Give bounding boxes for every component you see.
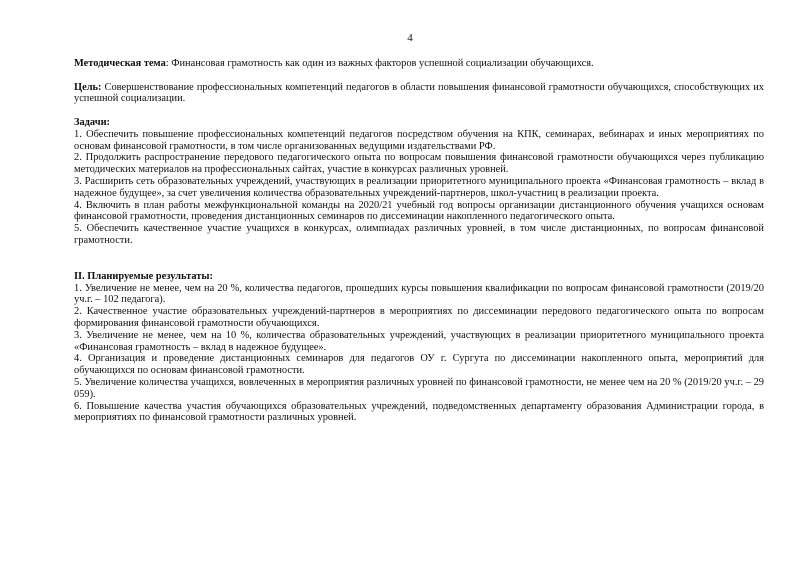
page-number: 4 <box>407 32 413 44</box>
tasks-heading-text: Задачи: <box>74 116 111 128</box>
results-heading <box>74 271 764 283</box>
result-item: 5. Увеличение количества учащихся, вовлеченных в мероприятия различных уровней по финансовой грамотности, не менее чем на 20 % (2019/20 уч.г. – 29 059). <box>74 376 764 400</box>
task-item: 3. Расширить сеть образовательных учреждений, участвующих в реализации приоритетного муниципального проекта «Финансовая грамотность – вклад в надежное будущее», за счет увеличения количества образовательных учреждений-партнеров, школ-участниц в реализации проекта. <box>74 175 764 199</box>
result-item: 1. Увеличение не менее, чем на 20 %, количества педагогов, прошедших курсы повышения квалификации по вопросам финансовой грамотности (2019/20 уч.г. – 102 педагога). <box>74 282 764 306</box>
result-item: 3. Увеличение не менее, чем на 10 %, количества образовательных учреждений, участвующих в реализации приоритетного муниципального проекта «Финансовая грамотность – вклад в надежное будущее». <box>74 329 764 353</box>
task-item: 4. Включить в план работы межфункциональной команды на 2020/21 учебный год вопросы организации дистанционного обучения учащихся основам финансовой грамотности, проведения дистанционных семинаров по диссеминации накопленного педагогического опыта. <box>74 199 764 223</box>
task-item: 2. Продолжить распространение передового педагогического опыта по вопросам повышения финансовой грамотности обучающихся через публикацию методических материалов на профессиональных сайтах, участие в конкурсах различных уровней. <box>74 152 764 176</box>
result-item: 4. Организация и проведение дистанционных семинаров для педагогов ОУ г. Сургута по диссеминации накопленного опыта, мероприятий для обучающихся по основам финансовой грамотности. <box>74 353 764 377</box>
goal <box>74 82 764 106</box>
goal-text: Совершенствование профессиональных компетенций педагогов в области повышения финансовой грамотности обучающихся, способствующих их успешной социализации. <box>74 81 764 105</box>
results-heading-text: II. Планируемые результаты: <box>74 270 213 282</box>
result-item: 2. Качественное участие образовательных учреждений-партнеров в мероприятиях по диссеминации передового педагогического опыта по вопросам формирования финансовой грамотности обучающихся. <box>74 306 764 329</box>
result-item: 6. Повышение качества участия обучающихся образовательных учреждений, подведомственных департаменту образования Администрации города, в мероприятиях по финансовой грамотности различных уровней. <box>74 400 764 424</box>
task-item: 5. Обеспечить качественное участие учащихся в конкурсах, олимпиадах различных уровней, в том числе дистанционных, по вопросам финансовой грамотности. <box>74 223 764 246</box>
theme-label: Методическая тема <box>74 58 166 69</box>
theme-text: : Финансовая грамотность как один из важных факторов успешной социализации обучающихся. <box>165 58 594 69</box>
document-body <box>74 58 764 424</box>
methodical-theme <box>74 58 764 70</box>
tasks-heading <box>74 117 764 129</box>
task-item: 1. Обеспечить повышение профессиональных компетенций педагогов посредством обучения на КПК, семинарах, вебинарах и иных мероприятиях по основам финансовой грамотности, в том числе организованных ведущими издательствами РФ. <box>74 128 764 152</box>
goal-label: Цель: <box>74 81 102 93</box>
